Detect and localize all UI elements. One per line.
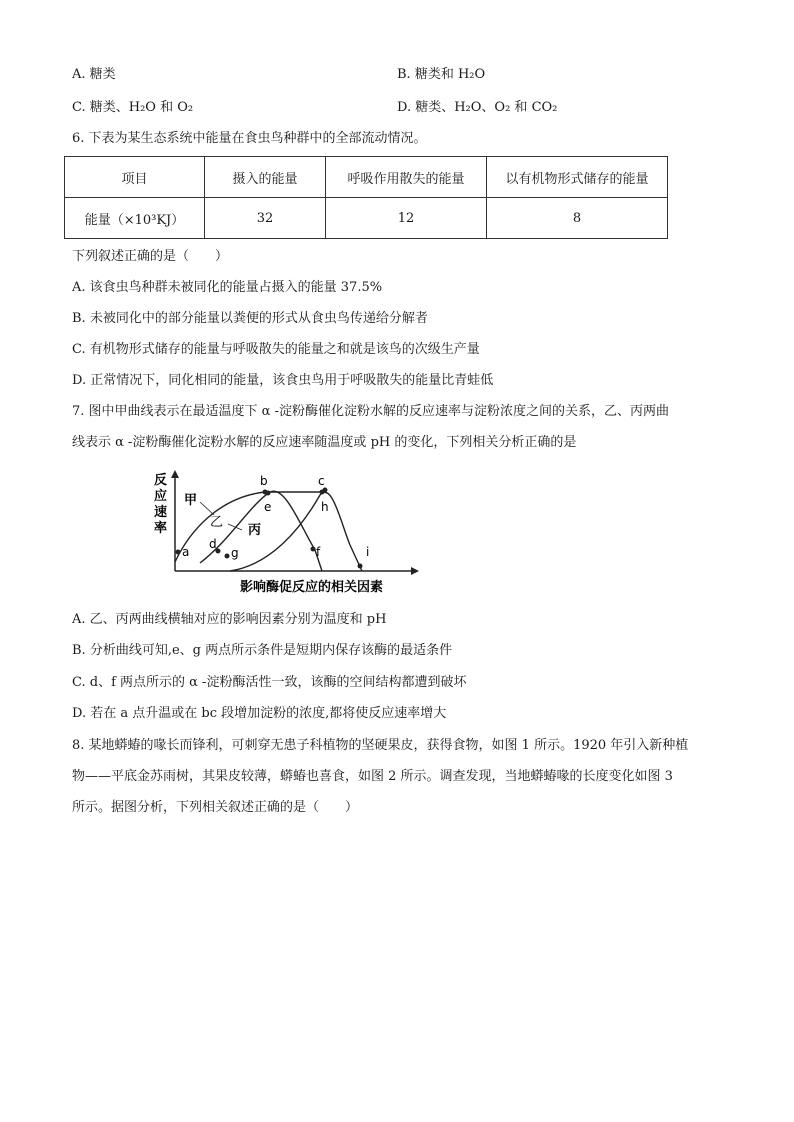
point-a	[176, 550, 181, 555]
q7-option-b: B. 分析曲线可知,e、g 两点所示条件是短期内保存该酶的最适条件	[72, 643, 453, 658]
y-axis-label-char: 速	[154, 505, 168, 520]
q6-option-a: A. 该食虫鸟种群未被同化的能量占摄入的能量 37.5%	[72, 280, 383, 295]
q6-option-c: C. 有机物形式储存的能量与呼吸散失的能量之和就是该鸟的次级生产量	[72, 342, 480, 357]
table-header-cell: 呼吸作用散失的能量	[326, 157, 487, 198]
q6-option-d: D. 正常情况下，同化相同的能量，该食虫鸟用于呼吸散失的能量比青蛙低	[72, 373, 494, 388]
q5-option-a: A. 糖类	[72, 67, 116, 82]
x-axis-label: 影响酶促反应的相关因素	[240, 580, 384, 595]
energy-table	[64, 156, 668, 239]
table-cell: 32	[205, 198, 326, 239]
q7-option-d: D. 若在 a 点升温或在 bc 段增加淀粉的浓度,都将使反应速率增大	[72, 706, 447, 721]
point-label-b: b	[260, 474, 268, 488]
table-header-row	[65, 157, 668, 198]
q8-stem-line1: 8. 某地蟒蝽的喙长而锋利，可刺穿无患子科植物的坚硬果皮，获得食物，如图 1 所示。1920 年引入新种植	[72, 738, 689, 753]
table-header-cell: 摄入的能量	[205, 157, 326, 198]
q7-stem-line2: 线表示 α -淀粉酶催化淀粉水解的反应速率随温度或 pH 的变化，下列相关分析正确的是	[72, 435, 577, 450]
y-axis-arrow-icon	[171, 470, 179, 478]
point-i	[358, 564, 363, 569]
q6-question: 下列叙述正确的是（ ）	[72, 249, 229, 264]
point-e	[266, 491, 271, 496]
point-h	[323, 488, 328, 493]
y-axis-label-char: 应	[154, 489, 168, 504]
q7-stem-line1: 7. 图中甲曲线表示在最适温度下 α -淀粉酶催化淀粉水解的反应速率与淀粉浓度之间的关系，乙、丙两曲	[72, 404, 669, 419]
table-row-label: 能量（×10³KJ）	[65, 198, 205, 239]
label-pointer	[200, 502, 214, 515]
enzyme-rate-diagram	[150, 470, 430, 598]
point-label-i: i	[366, 545, 370, 559]
curve-label-bing: 丙	[248, 523, 262, 538]
q5-option-c: C. 糖类、H₂O 和 O₂	[72, 100, 194, 115]
q7-option-c: C. d、f 两点所示的 α -淀粉酶活性一致，该酶的空间结构都遭到破坏	[72, 675, 467, 690]
table-row	[65, 198, 668, 239]
point-label-g: g	[231, 546, 239, 560]
point-label-h: h	[321, 500, 329, 514]
q8-stem-line2: 物——平底金苏雨树，其果皮较薄，蟒蝽也喜食，如图 2 所示。调查发现，当地蟒蝽喙的长度变化如图 3	[72, 769, 673, 784]
curve-label-yi: 乙	[210, 515, 224, 530]
table-header-cell: 以有机物形式储存的能量	[487, 157, 668, 198]
table-cell: 8	[487, 198, 668, 239]
q5-option-d: D. 糖类、H₂O、O₂ 和 CO₂	[397, 100, 558, 115]
point-label-c: c	[318, 474, 325, 488]
point-label-d: d	[209, 537, 217, 551]
x-axis-arrow-icon	[411, 567, 419, 575]
y-axis-label-char: 反	[154, 473, 168, 488]
point-label-a: a	[182, 545, 190, 559]
point-f	[311, 547, 316, 552]
curve-label-jia: 甲	[184, 493, 198, 508]
q8-stem-line3: 所示。据图分析，下列相关叙述正确的是（ ）	[72, 800, 359, 815]
point-label-f: f	[316, 545, 321, 559]
q6-option-b: B. 未被同化中的部分能量以粪便的形式从食虫鸟传递给分解者	[72, 311, 428, 326]
point-g	[225, 554, 230, 559]
q7-option-a: A. 乙、丙两曲线横轴对应的影响因素分别为温度和 pH	[72, 612, 387, 627]
y-axis-label-char: 率	[154, 521, 168, 536]
table-cell: 12	[326, 198, 487, 239]
q5-option-b: B. 糖类和 H₂O	[397, 67, 486, 82]
table-header-cell: 项目	[65, 157, 205, 198]
point-label-e: e	[264, 500, 272, 514]
q6-stem: 6. 下表为某生态系统中能量在食虫鸟种群中的全部流动情况。	[72, 131, 427, 146]
